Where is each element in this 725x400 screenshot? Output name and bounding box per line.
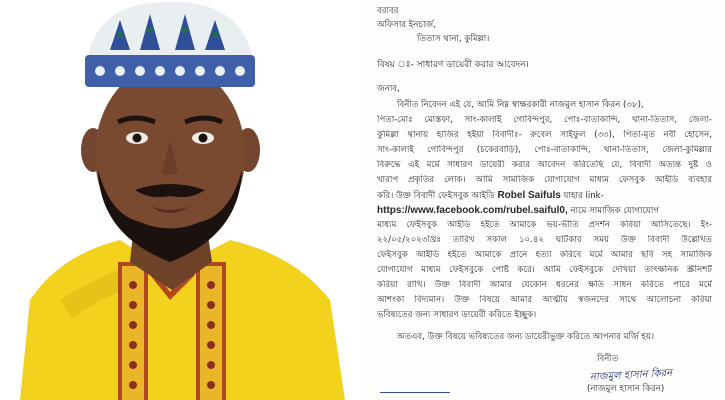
letter-subject: বিষয় ঃ- সাধারণ ডায়েরী করার আবেদন। <box>377 60 529 70</box>
body-line: ২২/০৫/২০২৩খ্রিঃ তারিখ সকাল ১০.৪২ ঘটিকার সময় উক্ত বিবাদী উল্লেখিত <box>377 235 712 245</box>
salutation: জনাব, <box>377 84 400 94</box>
body-line: ভবিষ্যতের জন্য সাধারণ ডায়েরী করিতে ইচ্ছুক। <box>377 310 537 320</box>
body-line: ফেইসবুক আইডি হইতে আমাকে প্রানে হত্যা করিবে মর্মে আমার ছবি সহ সামাজিক <box>377 250 712 260</box>
stamp-edge <box>380 392 450 399</box>
body-line: বিরুদ্ধে এই মর্মে সাধারণ ডায়েরী করার আবেদন করিতেছি যে, বিবাদী অত্যন্ত দুষ্ট ও <box>377 160 712 170</box>
recipient-station: তিতাস থানা, কুমিল্লা। <box>417 34 490 44</box>
recipient-title: অফিসার ইনচার্জ, <box>377 20 436 30</box>
fb-suffix: যাহার link- <box>563 191 604 201</box>
body-line: মাধ্যম ফেইসবুক আইডি হইতে আমাকে ভয়-ভীতি প্রদর্শন করিয়া আসিতেছে। ইং- <box>377 220 712 230</box>
fb-link-line <box>377 205 659 217</box>
body-line: সাং-কালাই গোবিন্দপুর (চকেরবাড়ি), পোঃ-বাতাকান্দি, থানা-তিতাস, জেলা-কুমিল্লার <box>377 145 712 155</box>
body-line: করিয়া রাখি। উক্ত বিবাদী আমার যেকোন ধরনের ক্ষতি সাধন করিতে পারে মর্মে <box>377 280 712 290</box>
handwritten-signature: নাজমুল হাসান কিরন <box>589 367 673 384</box>
body-line: করি। উক্ত বিবাদী ফেইসবুক আইডি <box>377 191 495 201</box>
portrait-illustration <box>0 0 355 400</box>
panel-divider <box>355 0 362 400</box>
body-line: আশংকা বিদ্যমান। উক্ত বিষয়ে আমার আত্মীয় স্বজনদের সাথে আলোচনা করিয়া <box>377 295 712 305</box>
body-line: পিতা-মোঃ মোস্তফা, সাং-কালাই গোবিন্দপুর, পোঃ-বাতাকান্দি, থানা-তিতাস, জেলা- <box>377 115 712 125</box>
fb-profile-name: Robel Saifuls <box>497 190 561 201</box>
portrait-photo <box>0 0 355 400</box>
yours-faithfully: বিনীত <box>597 354 619 364</box>
body-line: যোগাযোগ মাধ্যম ফেইসবুকে পোষ্ট করে। আমি ফেইসবুকে দেখিয়া তাৎক্ষনিক স্ক্রীনশর্ট <box>377 265 712 275</box>
body-line: বিনীত নিবেদন এই যে, আমি নিম্ন স্বাক্ষরকারী নাজমুল হাসান কিরন (৩৮), <box>397 100 644 110</box>
fb-profile-link: https://www.facebook.com/rubel.saiful0, <box>377 205 568 216</box>
body-line: খারাপ প্রকৃতির লোক। আমি সামাজিক যোগাযোগ মাধ্যম ফেসবুক আইডি ব্যবহার <box>377 175 712 185</box>
application-letter <box>362 0 725 400</box>
fb-id-line <box>377 190 604 202</box>
closing-line: অতএব, উক্ত বিষয়ে ভবিষ্যতের জন্য ডায়েরীভুক্ত করিতে আপনার মর্জি হয়। <box>397 332 655 342</box>
letter-to-label: বরাবর <box>377 6 399 16</box>
signer-name: (নাজমুল হাসান কিরন) <box>587 384 665 394</box>
fb-link-suffix: নামে সামাজিক যোগাযোগ <box>570 206 659 216</box>
body-line: কুমিল্লা থানায় হাজির হইয়া বিবাদীঃ- রুবেল সাইফুল (৩৩), পিতা-মৃত নবী হোসেন, <box>377 130 712 140</box>
